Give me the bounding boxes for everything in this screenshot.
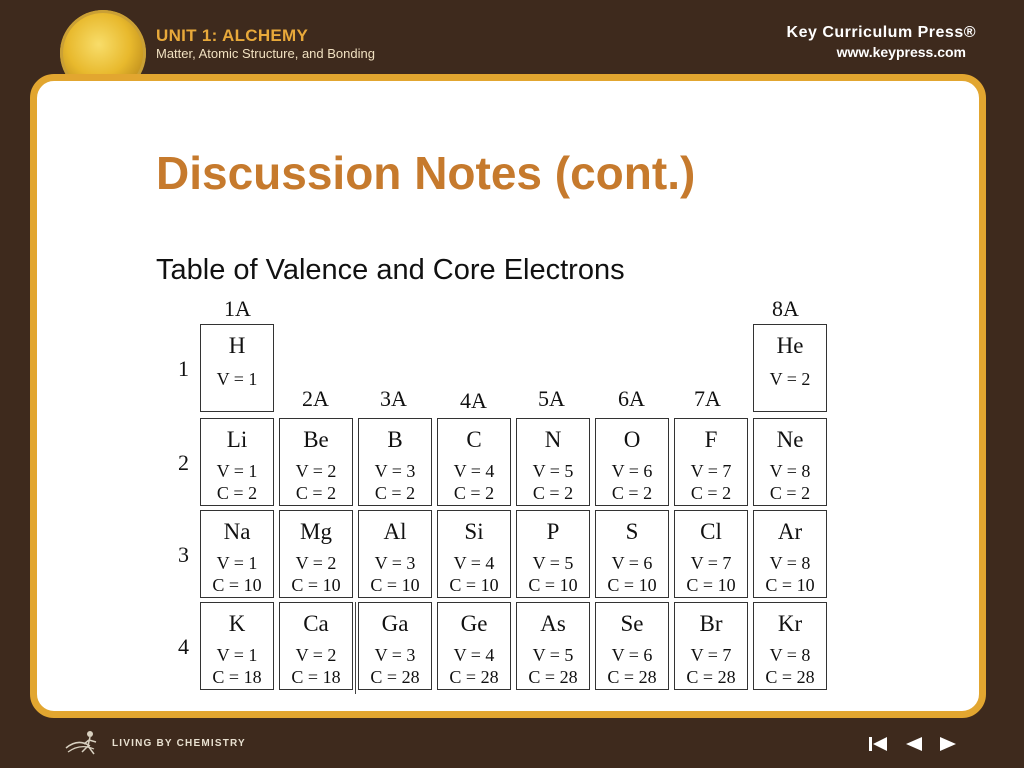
valence-value: V = 2 — [769, 369, 811, 389]
group-label-5a: 5A — [538, 386, 565, 411]
element-cell-cl — [674, 510, 748, 598]
element-cell-k — [200, 602, 274, 690]
group-label-1a: 1A — [224, 296, 251, 321]
element-cell-be — [279, 418, 353, 506]
valence-value: V = 4 — [453, 645, 495, 665]
valence-value: V = 1 — [216, 645, 258, 665]
group-label-8a: 8A — [772, 296, 799, 321]
valence-value: V = 6 — [611, 461, 653, 481]
element-cell-br — [674, 602, 748, 690]
core-value: C = 2 — [453, 483, 495, 503]
element-symbol: H — [228, 333, 246, 358]
core-value: C = 28 — [765, 667, 815, 687]
valence-value: V = 5 — [532, 461, 574, 481]
element-cell-si — [437, 510, 511, 598]
element-symbol: Kr — [777, 611, 803, 636]
core-value: C = 10 — [291, 575, 341, 595]
element-symbol: Ge — [460, 611, 488, 636]
valence-value: V = 1 — [216, 369, 258, 389]
element-symbol: P — [546, 519, 560, 544]
valence-value: V = 8 — [769, 553, 811, 573]
valence-value: V = 6 — [611, 645, 653, 665]
element-symbol: Ga — [381, 611, 409, 636]
group-label-2a: 2A — [302, 386, 329, 411]
element-cell-ga — [358, 602, 432, 690]
core-value: C = 10 — [370, 575, 420, 595]
element-symbol: Si — [464, 519, 484, 544]
core-value: C = 18 — [212, 667, 262, 687]
period-label-1: 1 — [178, 356, 189, 381]
valence-value: V = 2 — [295, 553, 337, 573]
valence-value: V = 2 — [295, 461, 337, 481]
valence-value: V = 1 — [216, 553, 258, 573]
living-by-chemistry-logo-icon — [64, 728, 104, 756]
unit-title: UNIT 1: ALCHEMY — [156, 26, 309, 45]
next-slide-icon[interactable] — [936, 732, 960, 756]
element-cell-s — [595, 510, 669, 598]
element-symbol: C — [466, 427, 482, 452]
element-cell-ge — [437, 602, 511, 690]
valence-value: V = 6 — [611, 553, 653, 573]
core-value: C = 2 — [374, 483, 416, 503]
element-symbol: Cl — [700, 519, 722, 544]
element-symbol: Ne — [776, 427, 804, 452]
valence-value: V = 3 — [374, 553, 416, 573]
core-value: C = 28 — [686, 667, 736, 687]
valence-value: V = 4 — [453, 553, 495, 573]
publisher-url[interactable]: www.keypress.com — [836, 44, 966, 60]
core-value: C = 28 — [528, 667, 578, 687]
valence-value: V = 5 — [532, 553, 574, 573]
element-symbol: Be — [303, 427, 329, 452]
core-value: C = 2 — [611, 483, 653, 503]
element-cell-n — [516, 418, 590, 506]
core-value: C = 10 — [765, 575, 815, 595]
element-cell-kr — [753, 602, 827, 690]
group-label-4a: 4A — [460, 388, 487, 413]
element-symbol: Na — [223, 519, 251, 544]
element-symbol: Ar — [777, 519, 803, 544]
valence-value: V = 3 — [374, 645, 416, 665]
valence-value: V = 2 — [295, 645, 337, 665]
valence-value: V = 4 — [453, 461, 495, 481]
core-value: C = 2 — [532, 483, 574, 503]
publisher-name: Key Curriculum Press® — [786, 24, 976, 41]
core-value: C = 28 — [370, 667, 420, 687]
valence-value: V = 3 — [374, 461, 416, 481]
core-value: C = 10 — [528, 575, 578, 595]
group-label-7a: 7A — [694, 386, 721, 411]
group-label-3a: 3A — [380, 386, 407, 411]
period-label-4: 4 — [178, 634, 189, 659]
element-symbol: Mg — [300, 519, 332, 544]
element-cell-li — [200, 418, 274, 506]
element-cell-ne — [753, 418, 827, 506]
element-cell-ar — [753, 510, 827, 598]
element-symbol: He — [776, 333, 804, 358]
valence-value: V = 5 — [532, 645, 574, 665]
core-value: C = 2 — [216, 483, 258, 503]
core-value: C = 2 — [295, 483, 337, 503]
valence-value: V = 8 — [769, 645, 811, 665]
element-cell-o — [595, 418, 669, 506]
group-label-6a: 6A — [618, 386, 645, 411]
previous-slide-icon[interactable] — [902, 732, 926, 756]
element-cell-na — [200, 510, 274, 598]
element-symbol: S — [625, 519, 639, 544]
element-symbol: K — [228, 611, 246, 636]
valence-value: V = 7 — [690, 645, 732, 665]
core-value: C = 10 — [607, 575, 657, 595]
transition-metal-divider — [355, 602, 356, 694]
element-cell-se — [595, 602, 669, 690]
element-symbol: N — [544, 427, 562, 452]
element-cell-mg — [279, 510, 353, 598]
element-cell-al — [358, 510, 432, 598]
core-value: C = 10 — [686, 575, 736, 595]
core-value: C = 28 — [449, 667, 499, 687]
valence-value: V = 8 — [769, 461, 811, 481]
element-cell-b — [358, 418, 432, 506]
core-value: C = 18 — [291, 667, 341, 687]
core-value: C = 2 — [690, 483, 732, 503]
slide-subtitle: Table of Valence and Core Electrons — [156, 254, 625, 286]
element-symbol: Li — [226, 427, 248, 452]
element-symbol: B — [387, 427, 403, 452]
element-symbol: F — [704, 427, 718, 452]
core-value: C = 10 — [449, 575, 499, 595]
element-symbol: Br — [699, 611, 723, 636]
element-cell-he — [753, 324, 827, 412]
element-cell-ca — [279, 602, 353, 690]
core-value: C = 10 — [212, 575, 262, 595]
element-symbol: Al — [383, 519, 407, 544]
period-label-3: 3 — [178, 542, 189, 567]
core-value: C = 2 — [769, 483, 811, 503]
slide-title: Discussion Notes (cont.) — [156, 147, 696, 199]
period-label-2: 2 — [178, 450, 189, 475]
element-symbol: O — [623, 427, 641, 452]
element-symbol: Ca — [303, 611, 329, 636]
first-slide-icon[interactable] — [866, 732, 890, 756]
element-cell-f — [674, 418, 748, 506]
element-symbol: Se — [620, 611, 644, 636]
element-cell-as — [516, 602, 590, 690]
element-cell-h — [200, 324, 274, 412]
valence-value: V = 7 — [690, 553, 732, 573]
element-cell-p — [516, 510, 590, 598]
core-value: C = 28 — [607, 667, 657, 687]
valence-value: V = 7 — [690, 461, 732, 481]
element-cell-c — [437, 418, 511, 506]
valence-value: V = 1 — [216, 461, 258, 481]
unit-subtitle: Matter, Atomic Structure, and Bonding — [156, 46, 375, 61]
footer-brand: LIVING BY CHEMISTRY — [112, 738, 246, 749]
element-symbol: As — [540, 611, 566, 636]
